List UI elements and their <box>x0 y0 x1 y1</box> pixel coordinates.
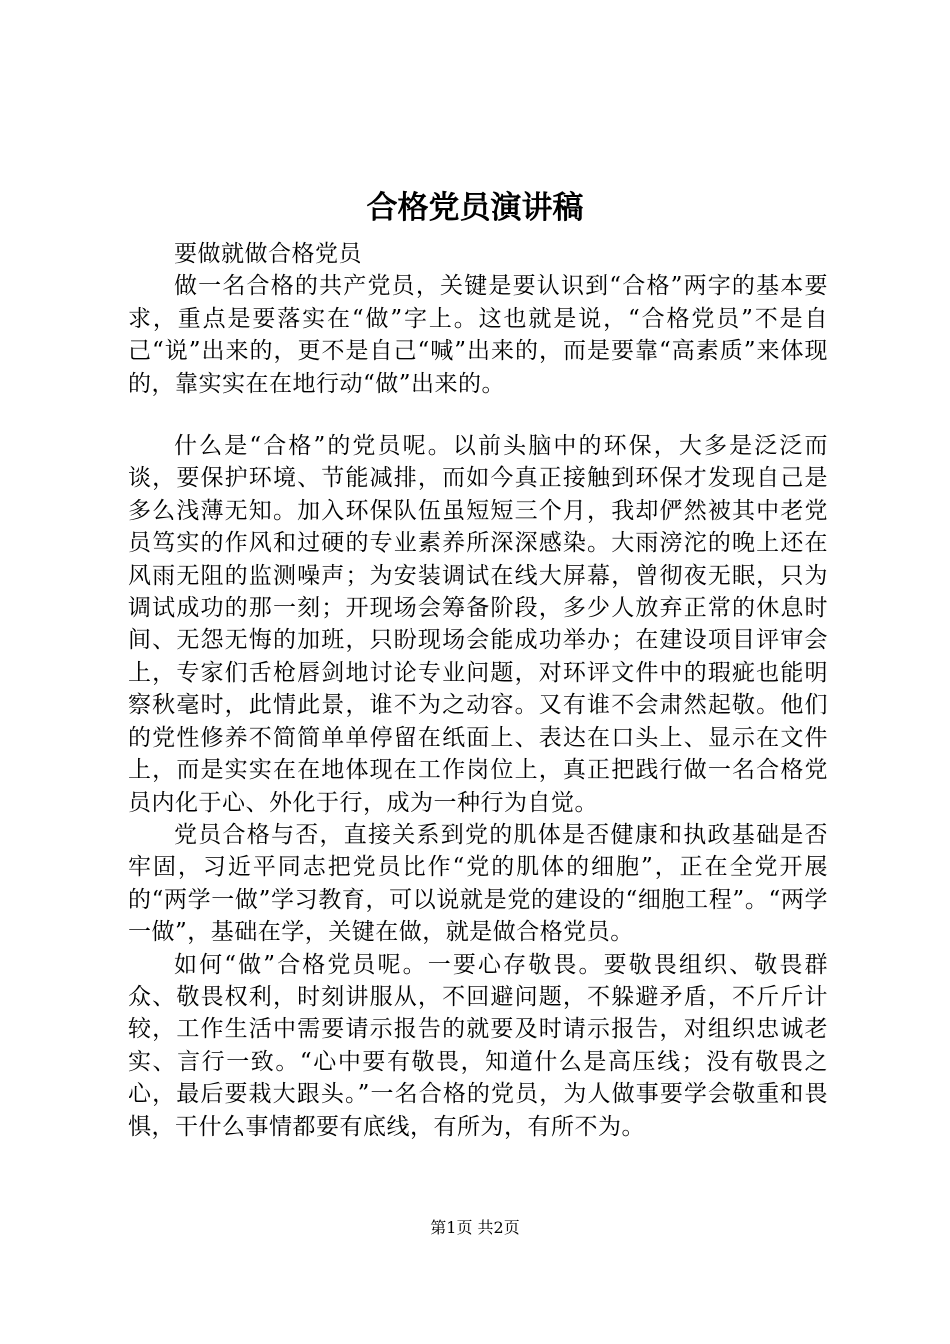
page-number-footer: 第1页 共2页 <box>430 1218 520 1237</box>
document-title: 合格党员演讲稿 <box>366 190 584 226</box>
subtitle-paragraph: 要做就做合格党员 <box>174 241 362 267</box>
body-paragraph-4: 如何“做”合格党员呢。一要心存敬畏。要敬畏组织、敬畏群众、敬畏权利，时刻讲服从，不回避问题，不躲避矛盾，不斤斤计较，工作生活中需要请示报告的就要及时请示报告，对组织忠诚老实、言行一致。“心中要有敬畏，知道什么是高压线；没有敬畏之心，最后要栽大跟头。”一名合格的党员，为人做事要学会敬重和畏惧，干什么事情都要有底线，有所为，有所不为。 <box>128 951 828 1140</box>
body-paragraph-3: 党员合格与否，直接关系到党的肌体是否健康和执政基础是否牢固，习近平同志把党员比作“党的肌体的细胞”，正在全党开展的“两学一做”学习教育，可以说就是党的建设的“细胞工程”。“两学一做”，基础在学，关键在做，就是做合格党员。 <box>128 821 828 946</box>
body-paragraph-1: 做一名合格的共产党员，关键是要认识到“合格”两字的基本要求，重点是要落实在“做”字上。这也就是说，“合格党员”不是自己“说”出来的，更不是自己“喊”出来的，而是要靠“高素质”来体现的，靠实实在在地行动“做”出来的。 <box>128 273 828 397</box>
document-body <box>128 238 828 1143</box>
body-paragraph-2: 什么是“合格”的党员呢。以前头脑中的环保，大多是泛泛而谈，要保护环境、节能减排，而如今真正接触到环保才发现自己是多么浅薄无知。加入环保队伍虽短短三个月，我却俨然被其中老党员笃实的作风和过硬的专业素养所深深感染。大雨滂沱的晚上还在风雨无阻的监测噪声；为安装调试在线大屏幕，曾彻夜无眠，只为调试成功的那一刻；开现场会筹备阶段，多少人放弃正常的休息时间、无怨无悔的加班，只盼现场会能成功举办；在建设项目评审会上，专家们舌枪唇剑地讨论专业问题，对环评文件中的瑕疵也能明察秋毫时，此情此景，谁不为之动容。又有谁不会肃然起敬。他们的党性修养不简简单单停留在纸面上、表达在口头上、显示在文件上，而是实实在在地体现在工作岗位上，真正把践行做一名合格党员内化于心、外化于行，成为一种行为自觉。 <box>128 433 828 816</box>
